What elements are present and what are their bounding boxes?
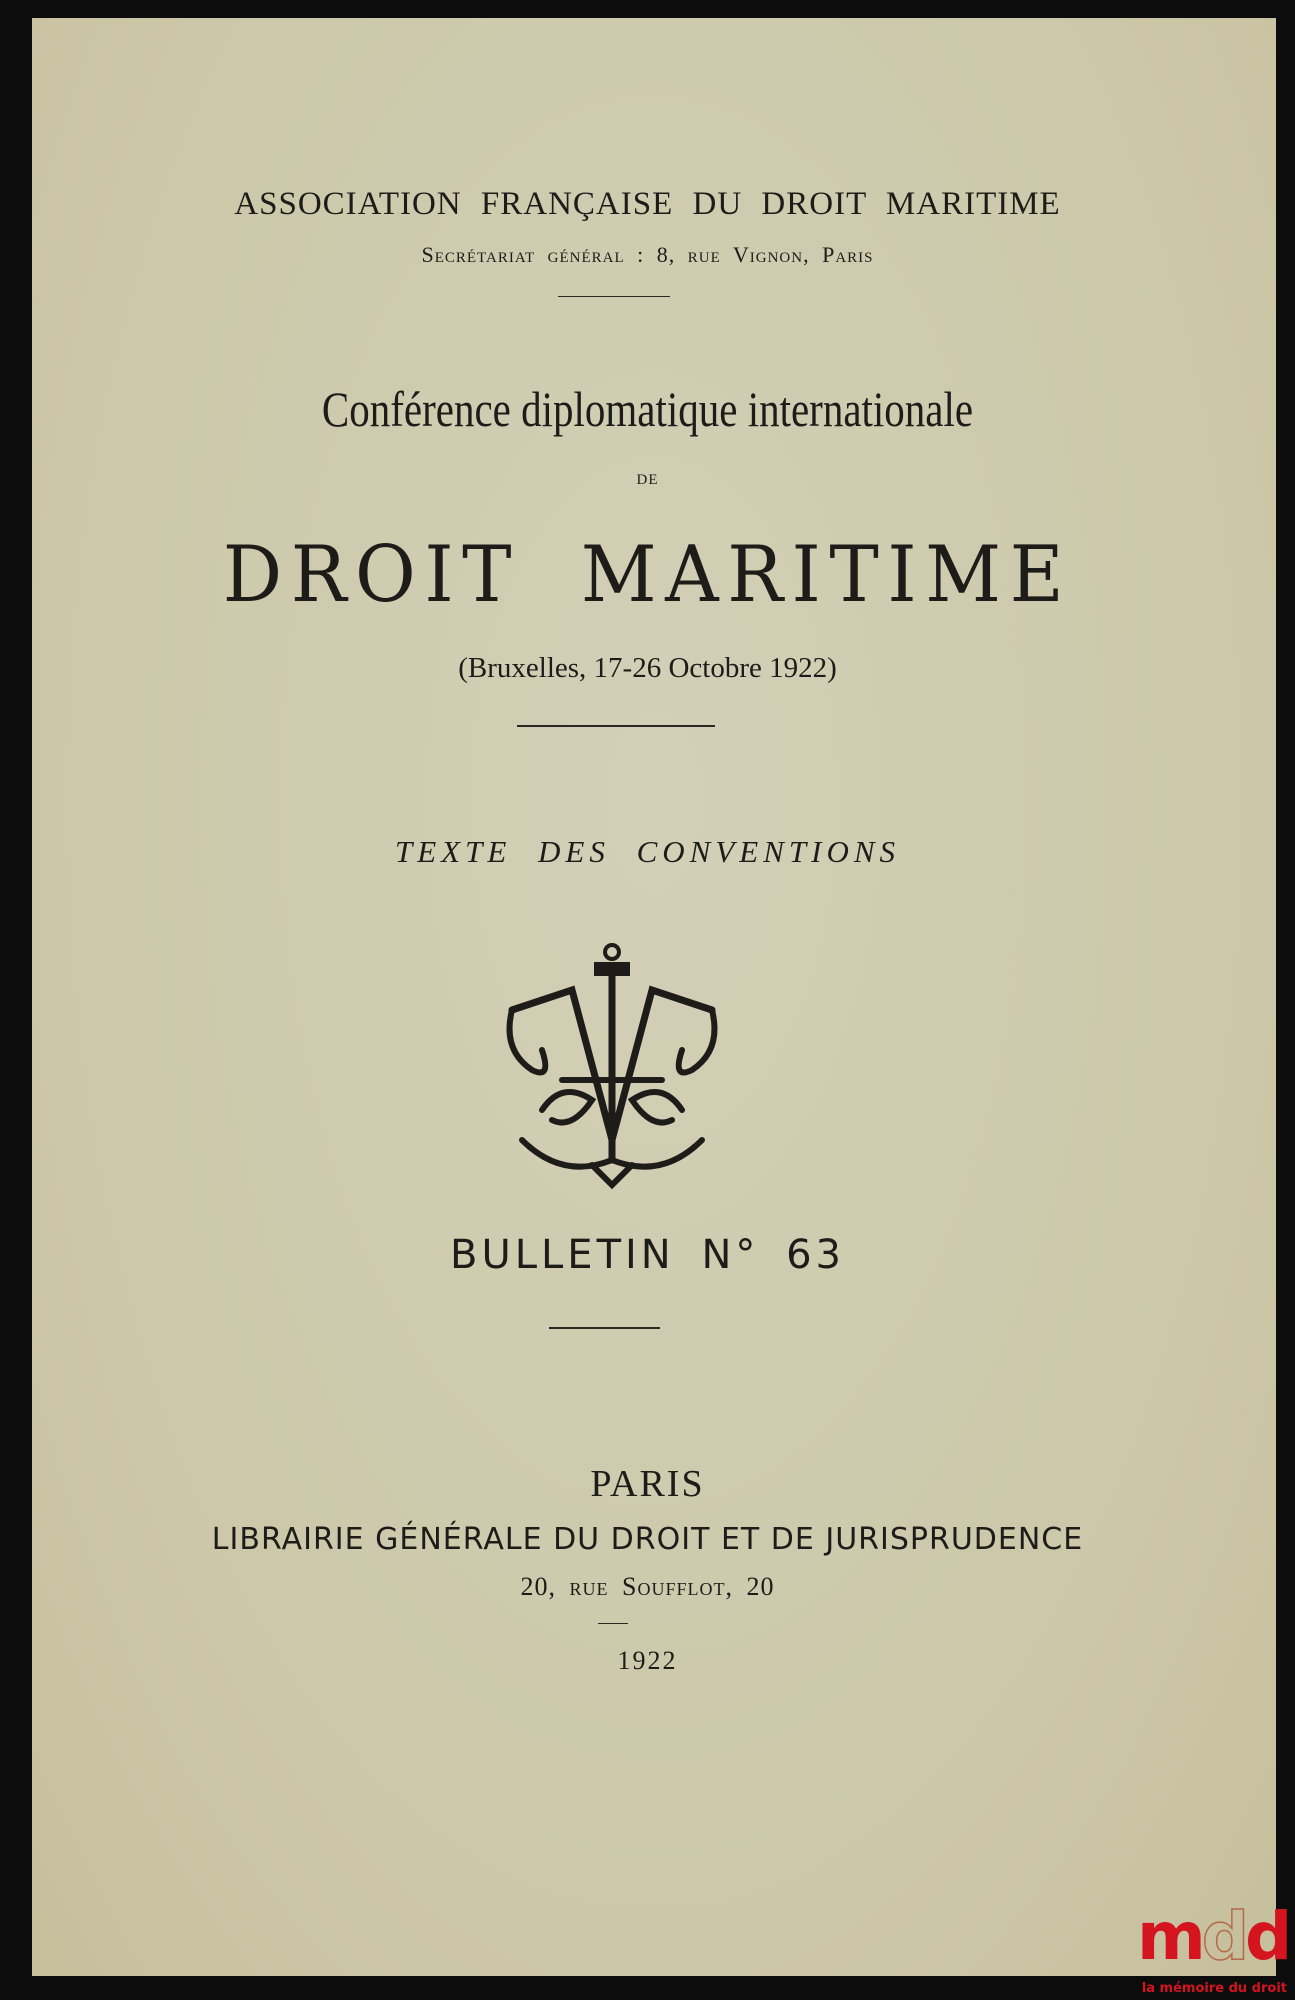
anchor-monogram-emblem-icon bbox=[502, 940, 722, 1190]
main-title: DROIT MARITIME bbox=[222, 530, 1073, 620]
title-de: DE bbox=[636, 472, 659, 488]
publisher-name: LIBRAIRIE GÉNÉRALE DU DROIT ET DE JURISPRUDENCE bbox=[211, 1522, 1084, 1557]
divider bbox=[517, 725, 715, 727]
logo-tagline: la mémoire du droit bbox=[1141, 1981, 1287, 1996]
divider bbox=[598, 1623, 628, 1624]
divider bbox=[549, 1327, 660, 1329]
publisher-city: PARIS bbox=[590, 1463, 705, 1505]
divider bbox=[558, 296, 670, 297]
bulletin-number: BULLETIN N° 63 bbox=[450, 1232, 845, 1278]
mdd-watermark-logo bbox=[1137, 1898, 1289, 1996]
subtitle: TEXTE DES CONVENTIONS bbox=[394, 834, 901, 869]
publisher-address: 20, rue Soufflot, 20 bbox=[520, 1572, 775, 1601]
place-dates: (Bruxelles, 17-26 Octobre 1922) bbox=[458, 652, 837, 684]
association-name: ASSOCIATION FRANÇAISE DU DROIT MARITIME bbox=[234, 186, 1061, 222]
conference-title: Conférence diplomatique internationale bbox=[321, 381, 974, 437]
logo-mark: mdd bbox=[1137, 1898, 1289, 1975]
publication-year: 1922 bbox=[617, 1646, 678, 1675]
secretariat-address: Secrétariat général : 8, rue Vignon, Paris bbox=[421, 242, 874, 267]
